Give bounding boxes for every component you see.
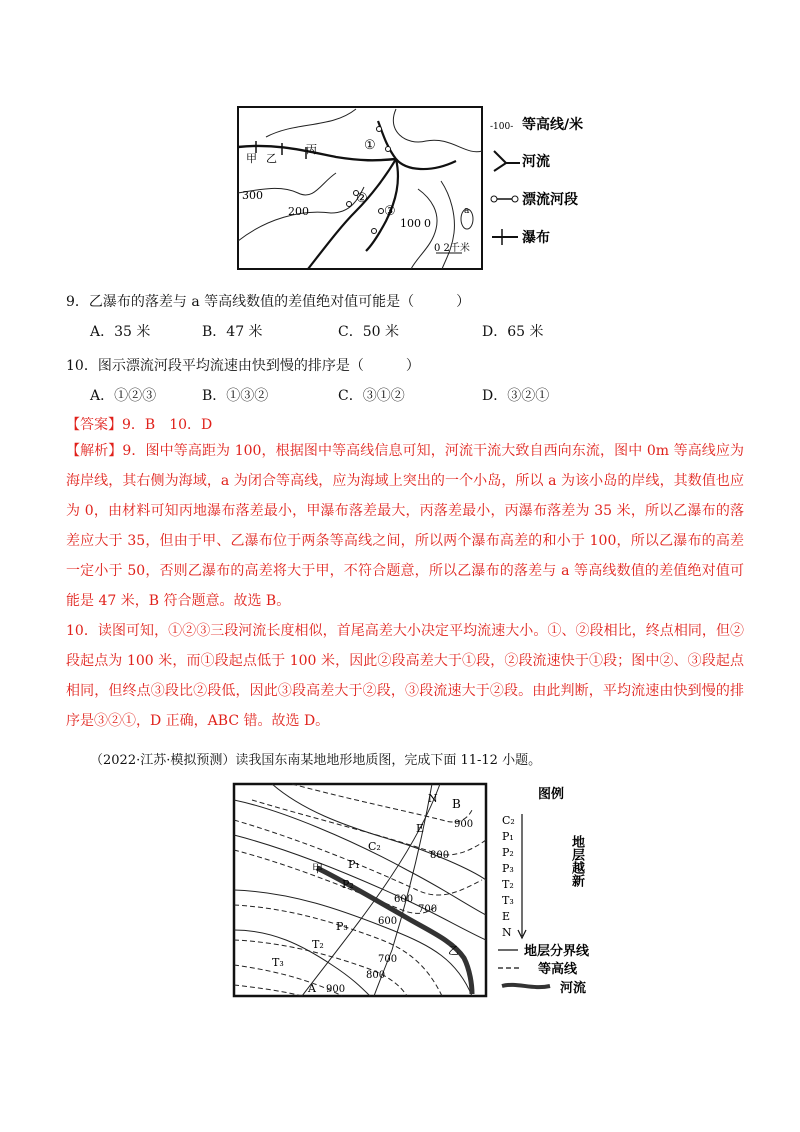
stratum-p3: P₃ [502,862,514,875]
stratum-p2: P₂ [502,846,514,859]
stratum-p1: P₁ [502,830,514,843]
label-contour-900-b: 900 [326,984,346,995]
stratum-t2: T₂ [502,878,514,891]
rafting-node [379,209,384,214]
analysis-9 [66,436,744,616]
rafting-node [347,202,352,207]
label-bing: 丙 [306,143,317,156]
label-contour-900-a: 900 [454,819,474,830]
label-contour-600-a: 600 [394,894,414,905]
label-contour-700-a: 700 [418,904,438,915]
option-d[interactable]: D．③②① [482,388,550,404]
geology-map-figure-2 [232,780,612,1000]
legend-river-icon [502,985,550,987]
contour-900-lower [234,985,302,996]
label-island-a: a [464,206,470,216]
section-intro: （2022·江苏·模拟预测）读我国东南某地地形地质图，完成下面 11-12 小题。 [90,753,542,768]
strata-note-text: 地层越新 [532,835,584,850]
label-p3: P₃ [336,920,348,933]
label-seg1: ① [364,138,376,153]
rafting-node [386,147,391,152]
label-contour-800-a: 800 [430,850,450,861]
label-p1: P₁ [348,858,360,871]
answer-line [66,415,212,435]
legend-waterfall-text: 瀑布 [522,230,550,246]
river-branch [308,159,396,269]
label-b: B [452,797,461,811]
label-contour-700-b: 700 [378,954,398,965]
stratum-boundary [234,930,370,996]
legend-river-icon [494,151,520,171]
question-10: 10．图示漂流河段平均流速由快到慢的排序是（ ） [66,358,420,374]
option-c[interactable]: C．50 米 [338,324,399,340]
option-b[interactable]: B．①③② [202,388,269,404]
label-contour-100: 100 [400,217,421,230]
analysis-10: 10．读图可知，①②③三段河流长度相似，首尾高差大小决定平均流速大小。①、②段相比，终点相同，但②段起点为 100 米，而①段起点低于 100 米，因此②段高差大于①段，②段流速快于①段；图中②、③段起点相同，但终点③段比②段低，因此③段高差大于②段，③段流速大于②段。由此判断，平均流速由快到慢的排序是③②①，D 正确，ABC 错。故选 D。 [66,623,744,729]
label-contour-0: 0 [424,217,431,230]
stratum-e: E [502,910,511,923]
legend-title: 图例 [538,787,565,802]
label-a: A [308,982,316,995]
legend-contour-symbol: -100- [490,122,514,132]
contour-map-figure-1 [236,101,616,271]
contour-line [266,109,356,137]
option-a[interactable]: A．①②③ [90,388,157,404]
label-jia: 甲 [246,152,257,165]
legend-river-text: 河流 [560,981,587,996]
option-a[interactable]: A．35 米 [90,324,151,340]
label-scale: 0 2千米 [434,243,470,254]
strata-note [532,834,585,888]
legend-boundary-text: 地层分界线 [524,944,590,959]
option-c[interactable]: C．③①② [338,388,405,404]
legend-contour-text: 等高线/米 [522,117,584,133]
question-9: 9．乙瀑布的落差与 a 等高线数值的差值绝对值可能是（ ） [66,294,471,310]
river-branch [378,121,456,169]
rafting-node [372,229,377,234]
label-contour-300: 300 [242,189,263,202]
legend-river-text: 河流 [522,154,550,170]
legend-rafting-text: 漂流河段 [522,192,578,208]
contour-line-0 [441,181,454,269]
label-n: N [428,792,438,805]
analysis-tag: 【解析】 [66,443,123,459]
stratum-c2: C₂ [502,814,515,827]
contour-900-upper [292,784,472,822]
label-c2: C₂ [368,840,381,853]
legend-rafting-node [512,196,518,202]
label-yi: 乙 [448,944,459,957]
answer-tag: 【答案】 [66,417,122,433]
option-b[interactable]: B．47 米 [202,324,263,340]
option-d[interactable]: D．65 米 [482,324,544,340]
label-e: E [416,822,425,835]
label-seg2: ② [356,191,368,206]
label-yi: 乙 [266,152,277,165]
label-contour-600-b: 600 [378,916,398,927]
label-t3: T₃ [272,956,284,969]
stratum-t3: T₃ [502,894,514,907]
label-p2: P₂ [342,878,354,891]
label-seg3: ③ [384,204,396,219]
stratum-n: N [502,926,512,939]
label-contour-800-b: 800 [366,970,386,981]
label-contour-200: 200 [288,205,309,218]
label-t2: T₂ [312,938,324,951]
legend-rafting-icon [491,196,497,202]
analysis-9-text: 9．图中等高距为 100，根据图中等高线信息可知，河流干流大致自西向东流，图中 0m 等高线应为海岸线，其右侧为海域，a 为闭合等高线，应为海域上突出的一个小岛，所以 a 为该小岛的岸线，其数值也应为 0，由材料可知丙地瀑布落差最小，甲瀑布落差最大，丙落差最小，丙瀑布落差为 35 米，所以乙瀑布的落差应大于 35，但由于甲、乙瀑布位于两条等高线之间，所以两个瀑布高差的和小于 100，所以乙瀑布的高差一定小于 50，否则乙瀑布的高差将大于甲，不符合题意，所以乙瀑布的落差与 a 等高线数值的差值绝对值可能是 47 米，B 符合题意。故选 B。 [66,443,744,609]
rafting-node [377,127,382,132]
contour-line [393,109,482,152]
label-jia: 甲 [312,862,323,875]
answer-text: 9．B 10．D [122,417,213,433]
legend-contour-text: 等高线 [538,962,578,977]
